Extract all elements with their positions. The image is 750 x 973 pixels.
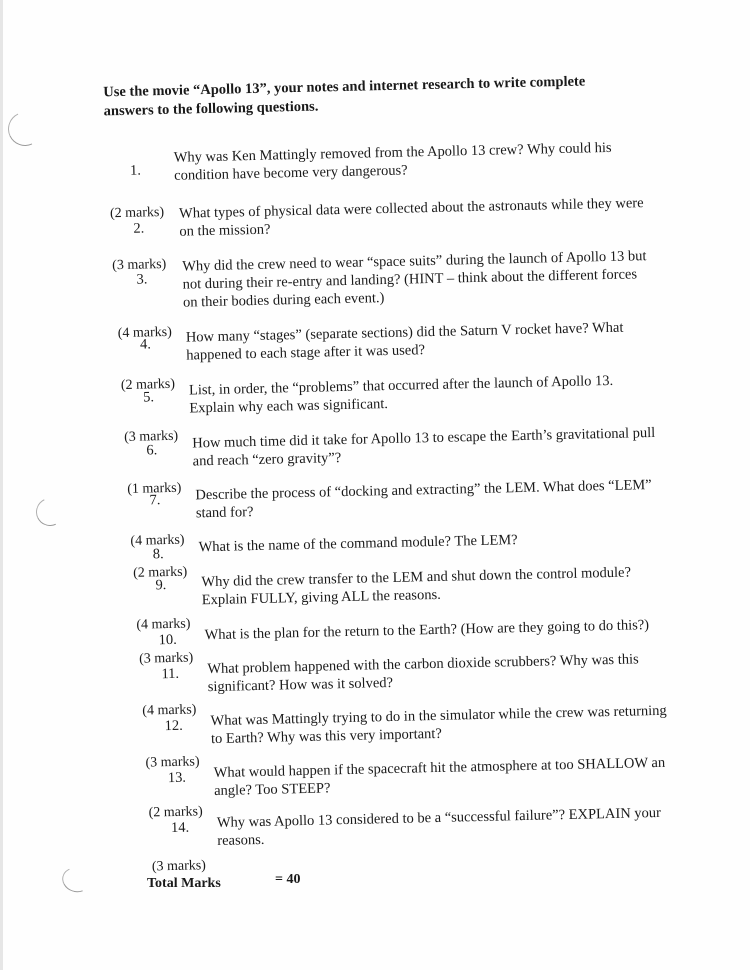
question-number: 5. <box>143 389 155 406</box>
total-marks-value: = 40 <box>275 872 301 887</box>
question-text: What is the name of the command module? The LEM? <box>198 532 518 556</box>
question-number: 14. <box>170 819 190 837</box>
question-text: Why was Ken Mattingly removed from the Apollo 13 crew? Why could his condition have become very dangerous? <box>173 139 612 184</box>
question-marks: (2 marks) <box>133 564 188 581</box>
question-marks: (4 marks) <box>130 532 185 549</box>
question-marks: (1 marks) <box>127 480 182 497</box>
question-number: 11. <box>161 665 180 683</box>
question-text: What problem happened with the carbon dioxide scrubbers? Why was this significant? How was it solved? <box>207 651 639 696</box>
question-text: What would happen if the spacecraft hit the atmosphere at too SHALLOW an angle? Too STEEP? <box>213 754 666 800</box>
question-number: 10. <box>158 631 178 649</box>
question-text: What types of physical data were collected about the astronauts while they were on the mission? <box>178 195 644 240</box>
question-marks: (3 marks) <box>138 650 194 667</box>
question-marks: (2 marks) <box>109 205 165 222</box>
question-text: Why was Apollo 13 considered to be a “successful failure”? EXPLAIN your reasons. <box>216 804 662 849</box>
question-text: How many “stages” (separate sections) did the Saturn V rocket have? What happened to each stage after it was used? <box>185 319 624 364</box>
question-marks: (3 marks) <box>145 754 200 771</box>
question-marks: (3 marks) <box>151 858 207 875</box>
question-text: Why did the crew need to wear “space suits” during the launch of Apollo 13 but not during their re-entry and landing? (HINT – think about the different forces on their bodies during each event.) <box>182 248 647 311</box>
question-text: How much time did it take for Apollo 13 to escape the Earth’s gravitational pull and reach “zero gravity”? <box>192 424 656 470</box>
question-text: What is the plan for the return to the Earth? (How are they going to do this?) <box>204 617 650 644</box>
question-number: 9. <box>155 577 167 594</box>
question-number: 13. <box>167 769 187 787</box>
question-text: Describe the process of “docking and extracting” the LEM. What does “LEM” stand for? <box>195 477 652 522</box>
question-marks: (4 marks) <box>117 324 172 342</box>
question-marks: (2 marks) <box>120 376 176 394</box>
question-marks: (3 marks) <box>123 428 179 445</box>
question-number: 8. <box>152 546 164 563</box>
question-number: 2. <box>133 220 145 237</box>
question-text: What was Mattingly trying to do in the simulator while the crew was returning to Earth? Why was this very important? <box>210 702 667 748</box>
instructions-heading: Use the movie “Apollo 13”, your notes and internet research to write complete answers to the following questions. <box>103 73 586 120</box>
question-marks: (4 marks) <box>136 616 191 633</box>
question-text: Why did the crew transfer to the LEM and shut down the control module? Explain FULLY, giving ALL the reasons. <box>201 564 632 609</box>
question-number: 12. <box>164 717 183 735</box>
total-marks-label: Total Marks <box>147 876 221 891</box>
question-number: 6. <box>146 442 158 459</box>
question-text: List, in order, the “problems” that occurred after the launch of Apollo 13. Explain why each was significant. <box>188 372 614 417</box>
question-number: 3. <box>136 271 148 288</box>
question-number: 7. <box>149 492 161 509</box>
question-marks: (2 marks) <box>148 804 203 821</box>
question-number: 4. <box>139 336 152 353</box>
question-marks: (4 marks) <box>142 702 197 719</box>
question-marks: (3 marks) <box>112 257 167 274</box>
question-number: 1. <box>129 162 142 179</box>
